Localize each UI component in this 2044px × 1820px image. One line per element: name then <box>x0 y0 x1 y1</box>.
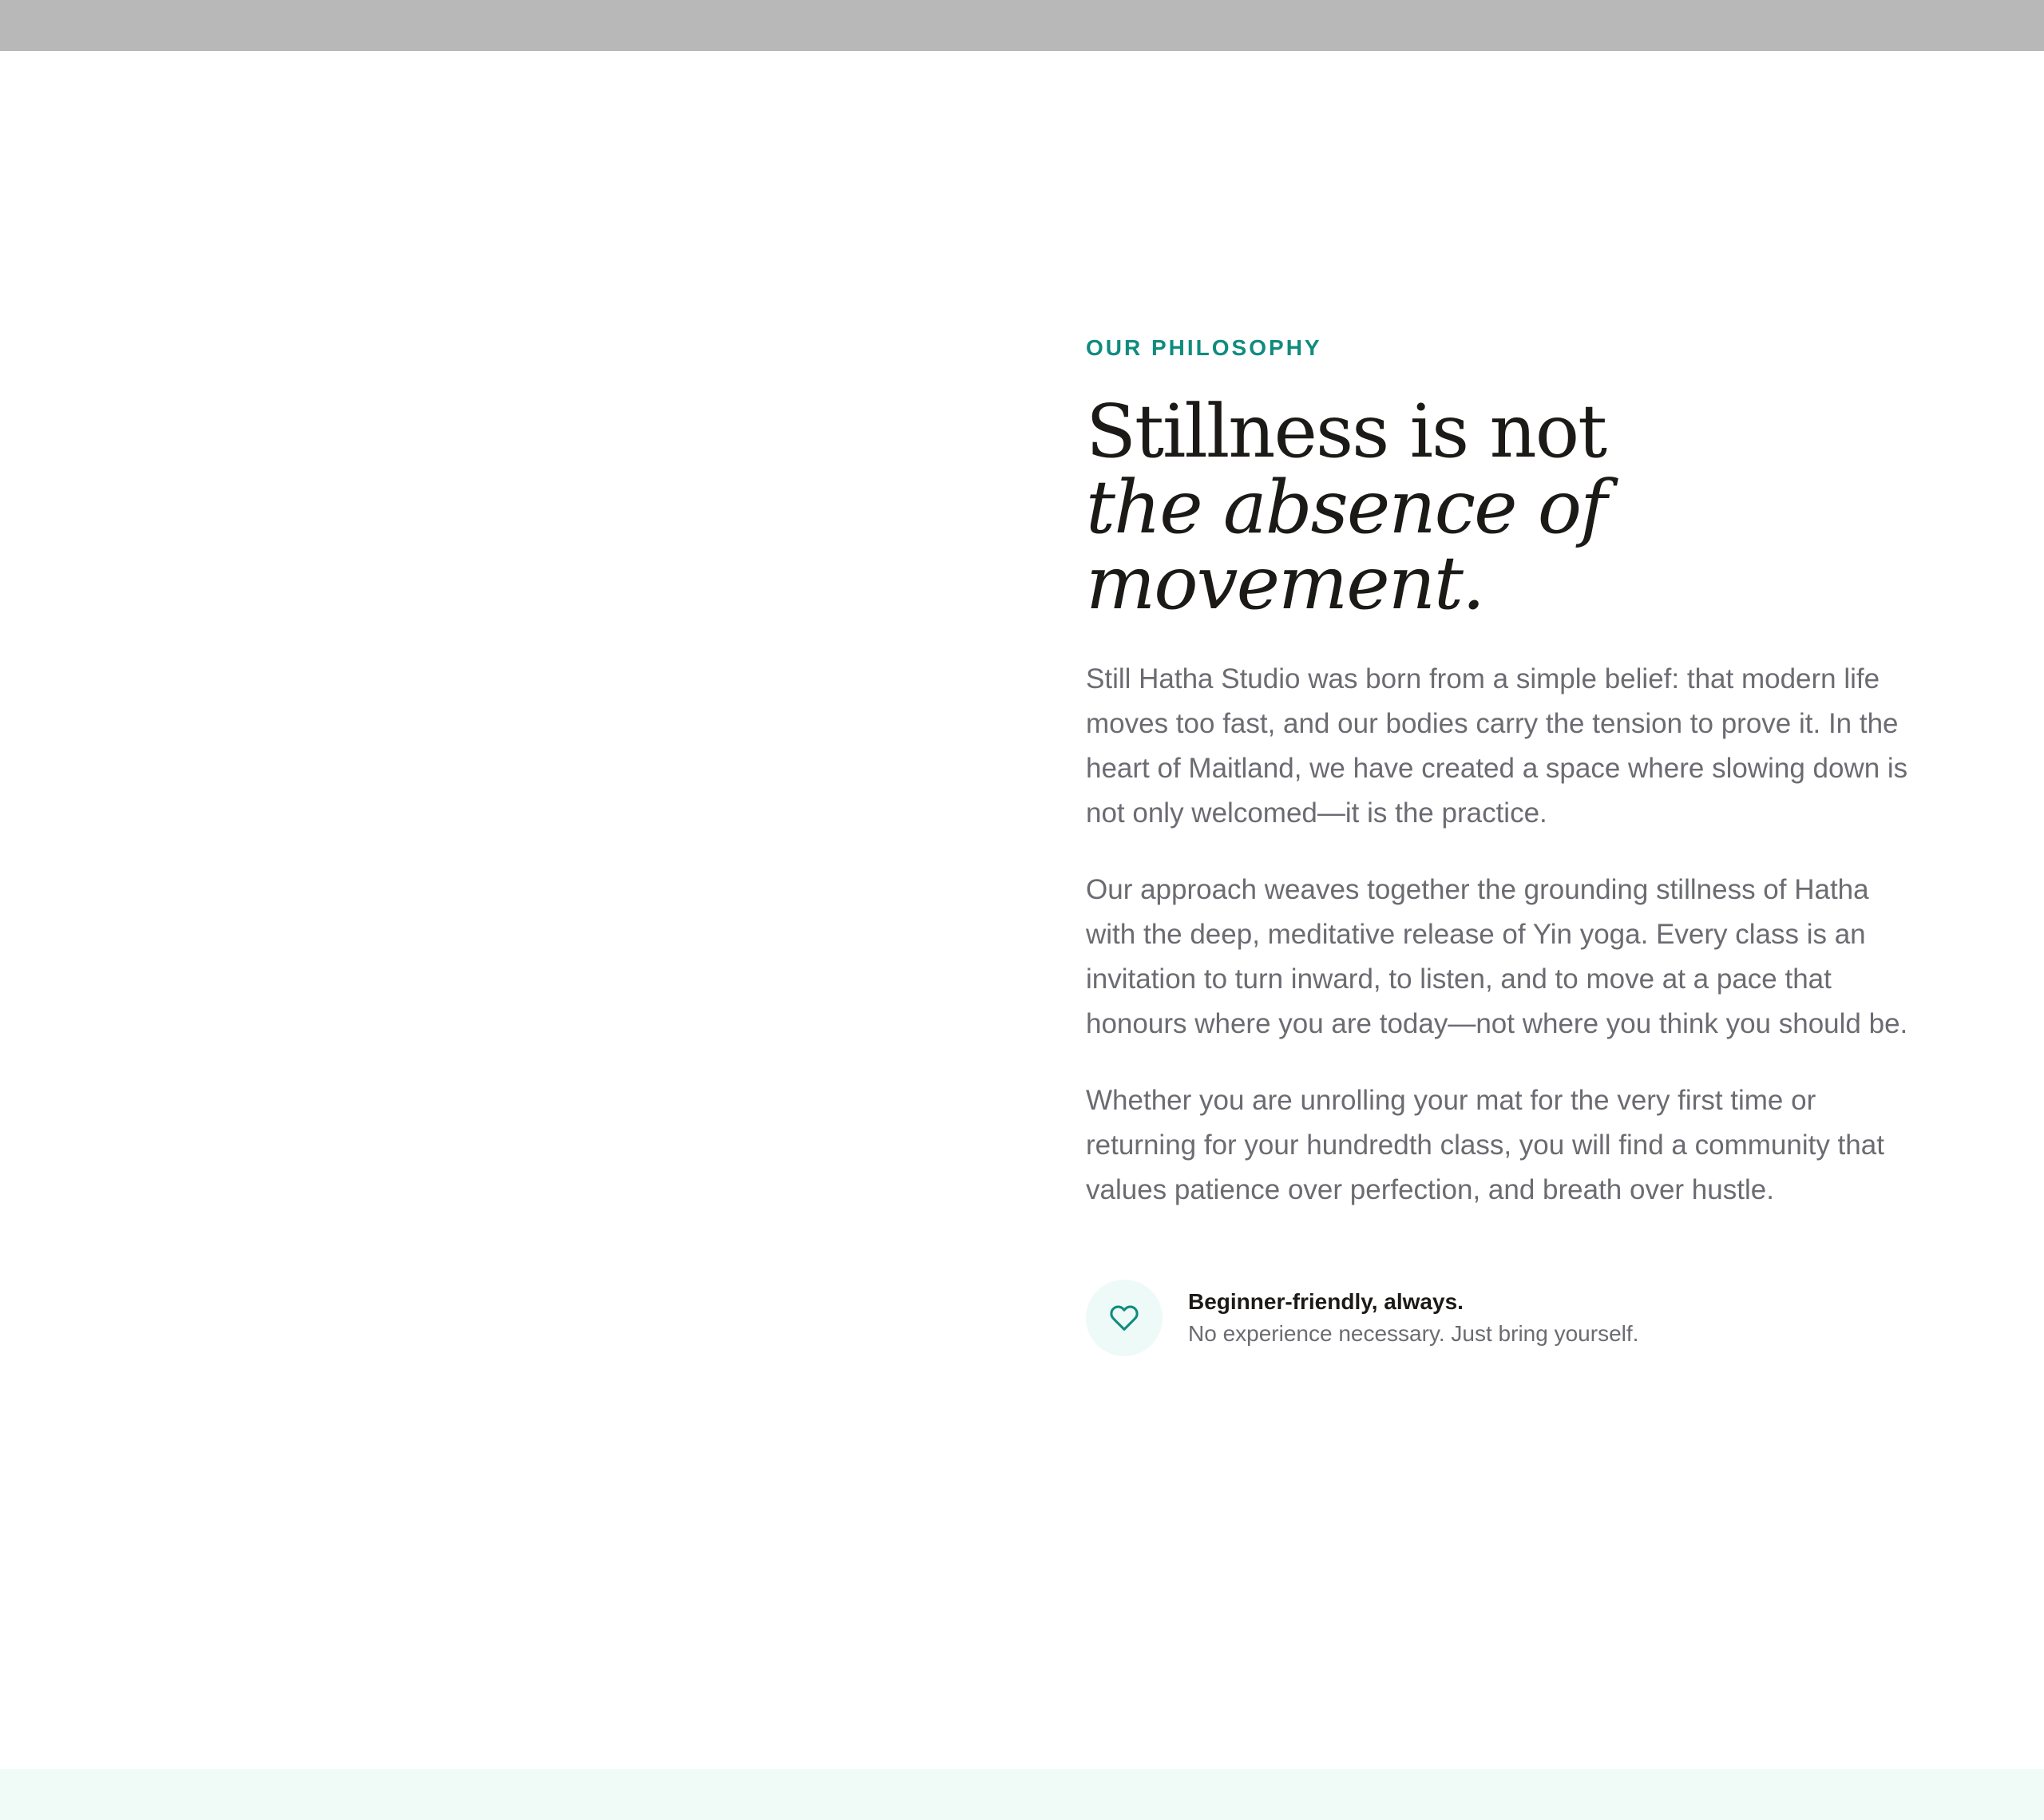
feature-icon-badge <box>1086 1280 1163 1356</box>
paragraph-intro: Still Hatha Studio was born from a simple belief: that modern life moves too fast, and our bodies carry the tension to prove it. In the heart of Maitland, we have created a space where slowing down is not only welcomed—it is the practice. <box>1086 663 1908 829</box>
feature-title: Beginner-friendly, always. <box>1188 1289 1464 1314</box>
section-eyebrow: OUR PHILOSOPHY <box>1086 335 1322 360</box>
paragraph-approach: Our approach weaves together the grounding stillness of Hatha with the deep, meditative release of Yin yoga. Every class is an invitation to turn inward, to listen, and to move at a pace that honours where you are today—not where you think you should be. <box>1086 874 1908 1039</box>
top-bar <box>0 0 2044 51</box>
section-headline <box>1086 389 1916 626</box>
feature-description: No experience necessary. Just bring yourself. <box>1188 1321 1639 1346</box>
heart-icon <box>1109 1304 1139 1331</box>
headline-line-2: the absence of <box>1086 465 1606 550</box>
feature-beginner-friendly <box>1086 1280 1916 1356</box>
feature-text <box>1188 1286 1638 1350</box>
headline-line-1: Stillness is not <box>1086 389 1606 474</box>
headline-line-3: movement. <box>1086 540 1484 626</box>
paragraph-community: Whether you are unrolling your mat for the very first time or returning for your hundredth class, you will find a community that values patience over perfection, and breath over hustle. <box>1086 1085 1884 1205</box>
next-section-band <box>0 1769 2044 1820</box>
philosophy-section <box>1086 331 1916 1356</box>
